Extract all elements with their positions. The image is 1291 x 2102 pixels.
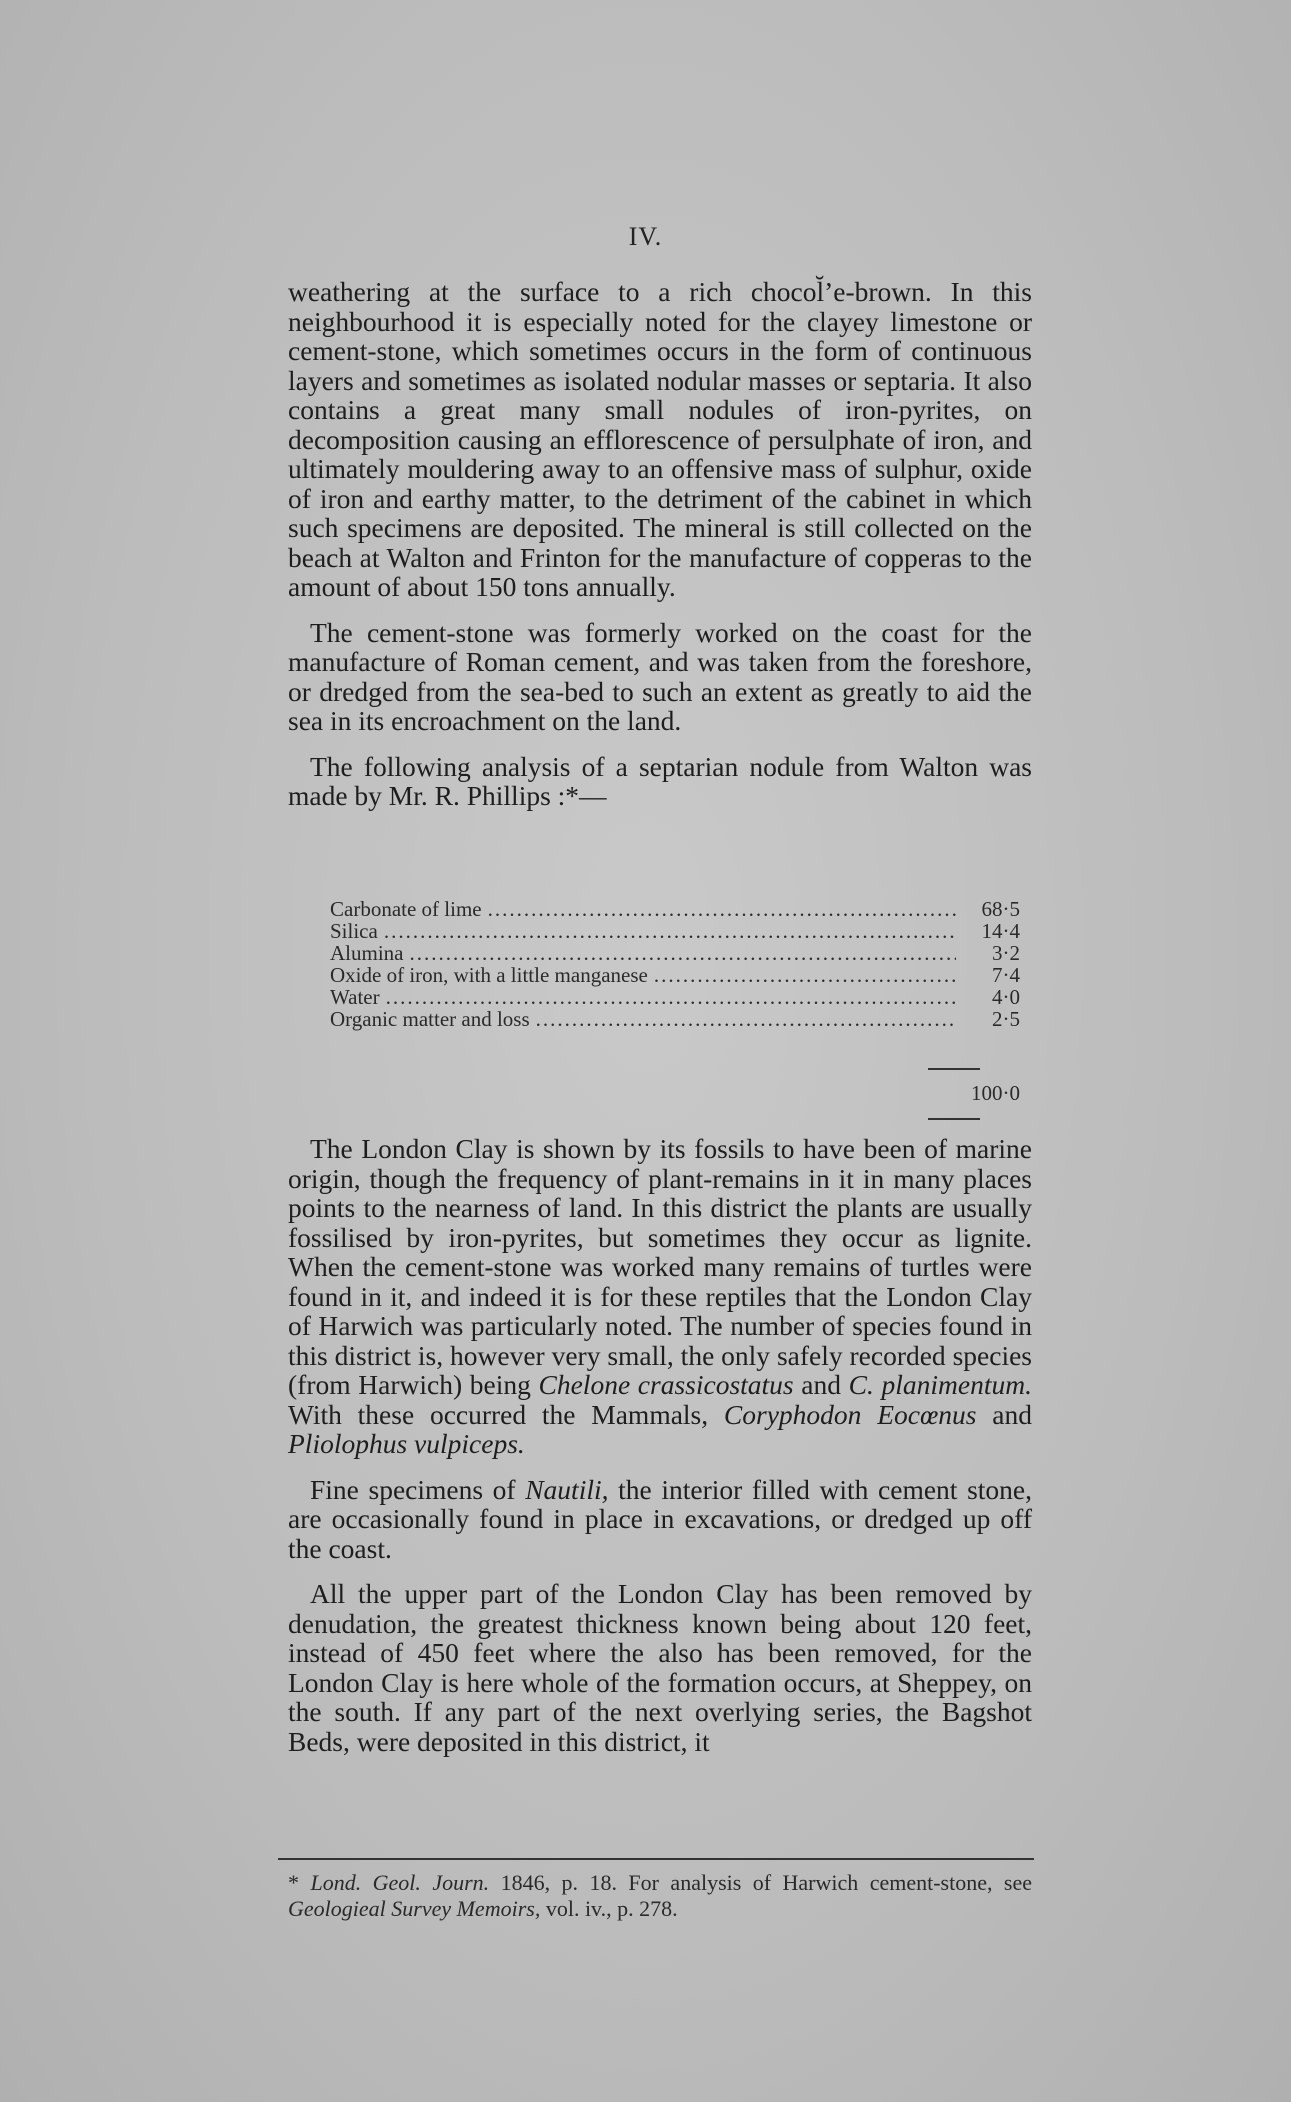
analysis-label: Organic matter and loss xyxy=(330,1007,530,1031)
leader-dots xyxy=(410,942,957,964)
analysis-row xyxy=(330,1008,1020,1030)
genus-name: Nautili, xyxy=(525,1473,609,1505)
footnote-memoirs: Geologieal Survey Memoirs, xyxy=(288,1896,541,1921)
analysis-label: Oxide of iron, with a little manganese xyxy=(330,963,648,987)
paragraph-cement-stone: The cement-stone was formerly worked on the coast for the manufacture of Roman cement, and was taken from the foreshore, or dredged from the sea-bed to such an extent as greatly to aid the sea in its encroachment on the land. xyxy=(288,616,1032,736)
leader-dots xyxy=(654,964,956,986)
species-name: Coryphodon Eocœnus xyxy=(723,1398,977,1430)
footnote-text: vol. iv., p. 278. xyxy=(540,1896,678,1921)
leader-dots xyxy=(386,986,956,1008)
paragraph-text: and xyxy=(793,1369,849,1400)
paragraph-weathering: weathering at the surface to a rich chocol̆’e-brown. In this neighbourhood it is especially noted for the clayey limestone or cement-stone, which sometimes occurs in the form of continuous layers and sometimes as isolated nodular masses or septaria. It also contains a great many small nodules of iron-pyrites, on decomposition causing an efflorescence of persulphate of iron, and ultimately mouldering away to an offensive mass of sulphur, oxide of iron and earthy matter, to the detriment of the cabinet in which such specimens are deposited. The mineral is still collected on the beach at Walton and Frinton for the manufacture of copperas to the amount of about 150 tons annually. xyxy=(288,276,1032,602)
total-rule-bottom xyxy=(928,1118,980,1120)
analysis-value: 3·2 xyxy=(992,941,1020,965)
analysis-label: Silica xyxy=(330,919,378,943)
footnote-mark: * xyxy=(288,1870,311,1895)
footnote-text: 1846, p. 18. For analysis of Harwich cement-stone, see xyxy=(489,1870,1033,1895)
analysis-value: 4·0 xyxy=(992,985,1020,1009)
paragraph-text: Fine specimens of xyxy=(310,1473,526,1505)
analysis-row xyxy=(330,920,1020,942)
analysis-table xyxy=(330,898,1020,1030)
leader-dots xyxy=(488,898,956,920)
analysis-value: 14·4 xyxy=(981,919,1020,943)
analysis-label: Carbonate of lime xyxy=(330,897,482,921)
analysis-label: Alumina xyxy=(330,941,404,965)
species-name: C. planimentum. xyxy=(848,1369,1032,1400)
body-text-bottom xyxy=(288,1134,1032,1756)
analysis-value: 7·4 xyxy=(992,963,1020,987)
total-rule-top xyxy=(928,1068,980,1070)
analysis-row xyxy=(330,986,1020,1008)
paragraph-text: and xyxy=(976,1398,1032,1430)
paragraph-london-clay xyxy=(288,1134,1032,1459)
footnote-journal: Lond. Geol. Journ. xyxy=(310,1870,490,1895)
footnote xyxy=(288,1870,1032,1922)
species-name: Pliolophus vulpiceps. xyxy=(288,1428,525,1459)
leader-dots xyxy=(536,1008,956,1030)
footnote-divider xyxy=(278,1858,1034,1860)
analysis-row xyxy=(330,898,1020,920)
species-name: Chelone crassicostatus xyxy=(538,1369,794,1400)
analysis-label: Water xyxy=(330,985,380,1009)
paragraph-text: With these occurred the Mammals, xyxy=(288,1398,724,1430)
paragraph-text: The London Clay is shown by its fossils to have been of marine origin, though the frequency of plant-remains in it in many places points to the nearness of land. In this district the plants are usually fossilised by iron-pyrites, but sometimes they occur as lignite. When the cement-stone was worked many remains of turtles were found in it, and indeed it is for these reptiles that the London Clay of Harwich was particularly noted. The number of species found in this district is, however very small, the only safely recorded species (from Harwich) being xyxy=(288,1133,1032,1400)
paragraph-nautili xyxy=(288,1475,1032,1564)
body-text-top xyxy=(288,277,1032,811)
paragraph-analysis-intro: The following analysis of a septarian nodule from Walton was made by Mr. R. Phillips :*— xyxy=(288,750,1032,811)
leader-dots xyxy=(384,920,956,942)
paragraph-denudation: All the upper part of the London Clay has been removed by denudation, the greatest thickness known being about 120 feet, instead of 450 feet where the also has been removed, for the London Clay is here whole of the formation occurs, at Sheppey, on the south. If any part of the next overlying series, the Bagshot Beds, were deposited in this district, it xyxy=(288,1578,1032,1757)
page-number: IV. xyxy=(628,222,663,251)
analysis-value: 2·5 xyxy=(992,1007,1020,1031)
paragraph-text: the interior filled with cement stone, are occasionally found in place in excavations, or dredged up off the coast. xyxy=(288,1473,1032,1564)
analysis-row xyxy=(330,942,1020,964)
analysis-value: 68·5 xyxy=(981,897,1020,921)
analysis-row xyxy=(330,964,1020,986)
analysis-total: 100·0 xyxy=(971,1081,1020,1105)
